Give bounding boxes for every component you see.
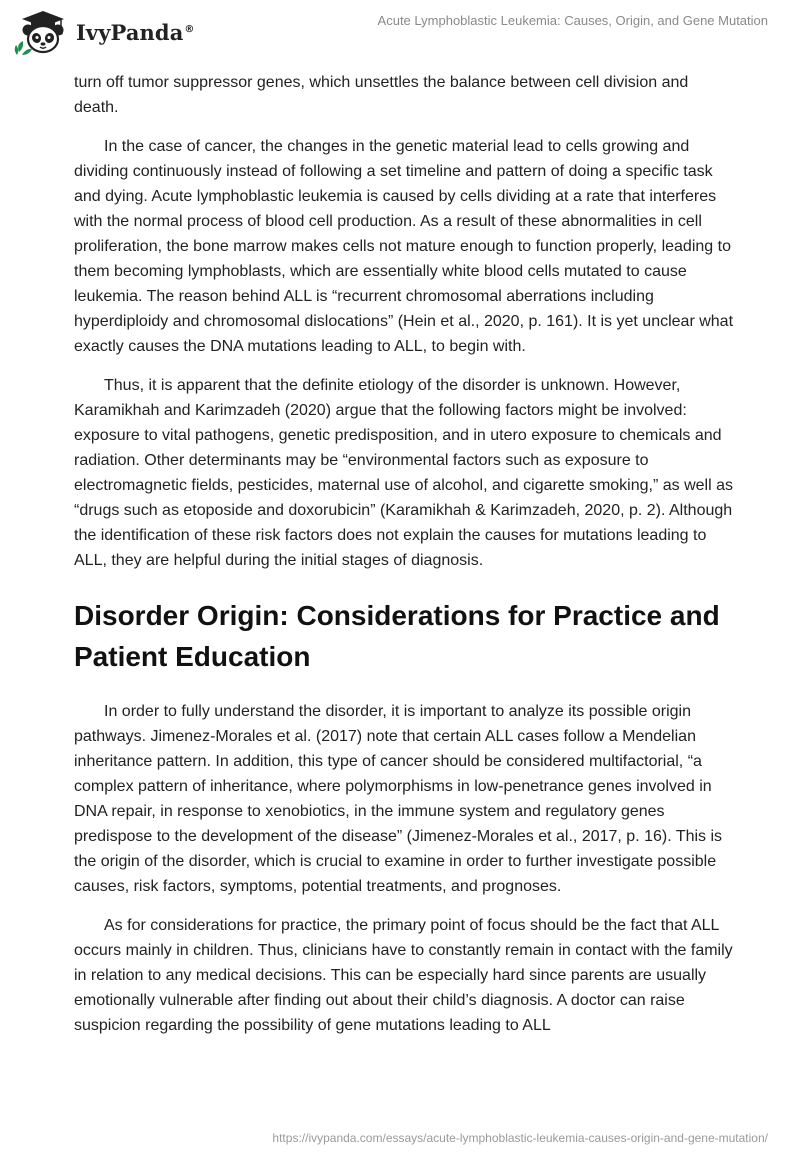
source-url[interactable]: https://ivypanda.com/essays/acute-lymphoblastic-leukemia-causes-origin-and-gene-mutation/ [272, 1131, 768, 1145]
paragraph: turn off tumor suppressor genes, which unsettles the balance between cell division and death. [74, 74, 689, 116]
brand-name: IvyPanda® [76, 19, 195, 45]
paragraph: As for considerations for practice, the primary point of focus should be the fact that ALL occurs mainly in children. Thus, clinicians have to constantly remain in contact with the family in relation to any medical decisions. This can be especially hard since parents are usually emotionally vulnerable after finding out about their child’s diagnosis. A doctor can raise suspicion regarding the possibility of gene mutations leading to ALL [74, 917, 733, 1034]
page-header [0, 0, 800, 66]
document-title: Acute Lymphoblastic Leukemia: Causes, Origin, and Gene Mutation [377, 13, 768, 28]
section-heading: Disorder Origin: Considerations for Practice and Patient Education [74, 600, 720, 672]
paragraph: In order to fully understand the disorder, it is important to analyze its possible origin pathways. Jimenez-Morales et al. (2017) note that certain ALL cases follow a Mendelian inheritance pattern. In addition, this type of cancer should be considered multifactorial, “a complex pattern of inheritance, where polymorphisms in low-penetrance genes involved in DNA repair, in response to xenobiotics, in the immune system and regulatory genes predispose to the development of the disease” (Jimenez-Morales et al., 2017, p. 16). This is the origin of the disorder, which is crucial to examine in order to further investigate possible causes, risk factors, symptoms, potential treatments, and prognoses. [74, 703, 723, 895]
paragraph: In the case of cancer, the changes in the genetic material lead to cells growing and dividing continuously instead of following a set timeline and pattern of doing a specific task and dying. Acute lymphoblastic leukemia is caused by cells dividing at a rate that interferes with the normal process of blood cell production. As a result of these abnormalities in cell proliferation, the bone marrow makes cells not mature enough to function properly, leading to them becoming lymphoblasts, which are essentially white blood cells mutated to cause leukemia. The reason behind ALL is “recurrent chromosomal aberrations including hyperdiploidy and chromosomal dislocations” (Hein et al., 2020, p. 161). It is yet unclear what exactly causes the DNA mutations leading to ALL, to begin with. [74, 138, 734, 355]
paragraph: Thus, it is apparent that the definite etiology of the disorder is unknown. However, Karamikhah and Karimzadeh (2020) argue that the following factors might be involved: exposure to vital pathogens, genetic predisposition, and in utero exposure to chemicals and radiation. Other determinants may be “environmental factors such as exposure to electromagnetic fields, pesticides, maternal use of alcohol, and cigarette smoking,” as well as “drugs such as etoposide and doxorubicin” (Karamikhah & Karimzadeh, 2020, p. 2). Although the identification of these risk factors does not explain the causes for mutations leading to ALL, they are helpful during the initial stages of diagnosis. [74, 377, 733, 569]
panda-graduate-icon [14, 8, 72, 58]
essay-content [74, 70, 734, 1052]
ivypanda-logo[interactable] [14, 8, 195, 58]
